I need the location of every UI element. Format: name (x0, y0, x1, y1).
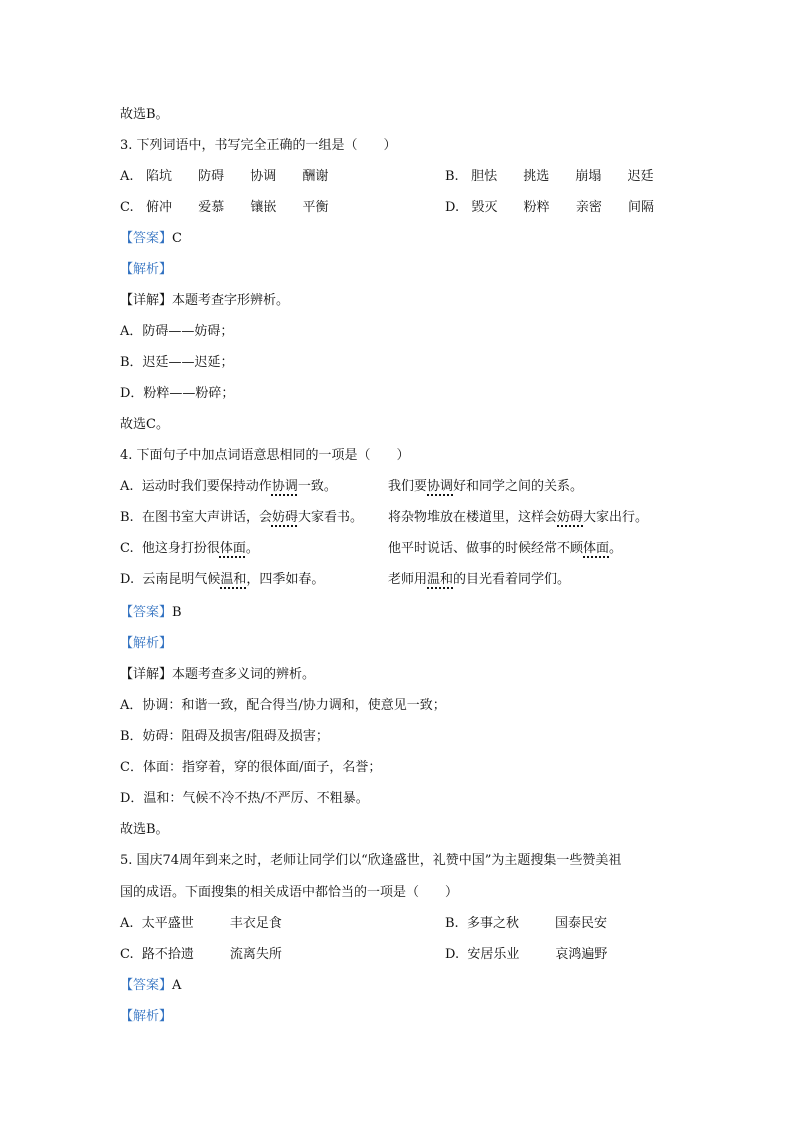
prev-conclusion: 故选B。 (120, 107, 169, 122)
q5-analysis-tag: 【解析】 (120, 1009, 173, 1024)
q4-analysis-tag: 【解析】 (120, 636, 173, 651)
detail-tag: 【详解】 (120, 667, 173, 682)
q4-answer (120, 604, 182, 622)
emphasized-word: 温和 (427, 572, 454, 587)
q3-detail-line: A．防碍——妨碍； (120, 324, 234, 339)
q4-option-d-right: 老师用温和的目光看着同学们。 (388, 572, 571, 587)
q3-stem: 3. 下列词语中，书写完全正确的一组是（ ） (120, 138, 397, 153)
q4-option-a-left: A. 运动时我们要保持动作协调一致。 (120, 479, 337, 494)
emphasized-word: 体面 (583, 541, 610, 556)
q4-stem: 4. 下面句子中加点词语意思相同的一项是（ ） (120, 448, 410, 463)
q4-option-d-left: D. 云南昆明气候温和，四季如春。 (120, 572, 325, 587)
q3-answer (120, 230, 182, 248)
q3-detail: 【详解】本题考查字形辨析。 (120, 293, 290, 308)
answer-value: B (172, 605, 182, 620)
q5-option-a: A. 太平盛世 丰衣足食 (120, 916, 282, 931)
emphasized-word: 体面 (219, 541, 246, 556)
q4-detail: 【详解】本题考查多义词的辨析。 (120, 667, 316, 682)
q3-option-c: C. 俯冲 爱慕 镶嵌 平衡 (120, 200, 329, 215)
answer-tag: 【答案】 (120, 605, 173, 620)
q5-option-c: C. 路不拾遗 流离失所 (120, 947, 282, 962)
emphasized-word: 协调 (271, 479, 298, 494)
answer-tag: 【答案】 (120, 231, 173, 246)
q4-option-b-left: B. 在图书室大声讲话，会妨碍大家看书。 (120, 510, 363, 525)
q5-answer (120, 977, 181, 995)
q3-detail-line: D．粉粹——粉碎； (120, 386, 235, 401)
q4-detail-line: A．协调：和谐一致，配合得当/协力调和，使意见一致； (120, 698, 446, 713)
q4-option-c-right: 他平时说话、做事的时候经常不顾体面。 (388, 541, 623, 556)
q3-conclusion: 故选C。 (120, 417, 169, 432)
q4-option-c-left: C. 他这身打扮很体面。 (120, 541, 259, 556)
q4-detail-line: B．妨碍：阻碍及损害/阻碍及损害； (120, 729, 329, 744)
q5-stem-line2: 国的成语。下面搜集的相关成语中都恰当的一项是（ ） (120, 885, 459, 900)
q4-detail-line: D．温和：气候不冷不热/不严厉、不粗暴。 (120, 791, 369, 806)
q4-detail-line: C．体面：指穿着，穿的很体面/面子，名誉； (120, 760, 382, 775)
emphasized-word: 协调 (427, 479, 454, 494)
q3-analysis-tag: 【解析】 (120, 262, 173, 277)
detail-tag: 【详解】 (120, 293, 173, 308)
q3-option-a: A. 陷坑 防碍 协调 酬谢 (120, 169, 329, 184)
q4-conclusion: 故选B。 (120, 822, 169, 837)
emphasized-word: 妨碍 (557, 510, 584, 525)
answer-value: A (172, 978, 182, 993)
q3-option-d: D. 毁灭 粉粹 亲密 间隔 (445, 200, 654, 215)
q5-stem-line1: 5. 国庆74周年到来之时，老师让同学们以“欣逢盛世，礼赞中国”为主题搜集一些赞美祖 (120, 853, 622, 868)
q3-option-b: B. 胆怯 挑选 崩塌 迟廷 (445, 169, 654, 184)
answer-value: C (172, 231, 182, 246)
q4-option-b-right: 将杂物堆放在楼道里，这样会妨碍大家出行。 (388, 510, 649, 525)
emphasized-word: 妨碍 (271, 510, 298, 525)
q4-option-a-right: 我们要协调好和同学之间的关系。 (388, 479, 584, 494)
answer-tag: 【答案】 (120, 978, 173, 993)
emphasized-word: 温和 (220, 572, 247, 587)
q5-option-d: D. 安居乐业 哀鸿遍野 (445, 947, 608, 962)
q3-detail-line: B．迟廷——迟延； (120, 355, 234, 370)
q5-option-b: B. 多事之秋 国泰民安 (445, 916, 607, 931)
